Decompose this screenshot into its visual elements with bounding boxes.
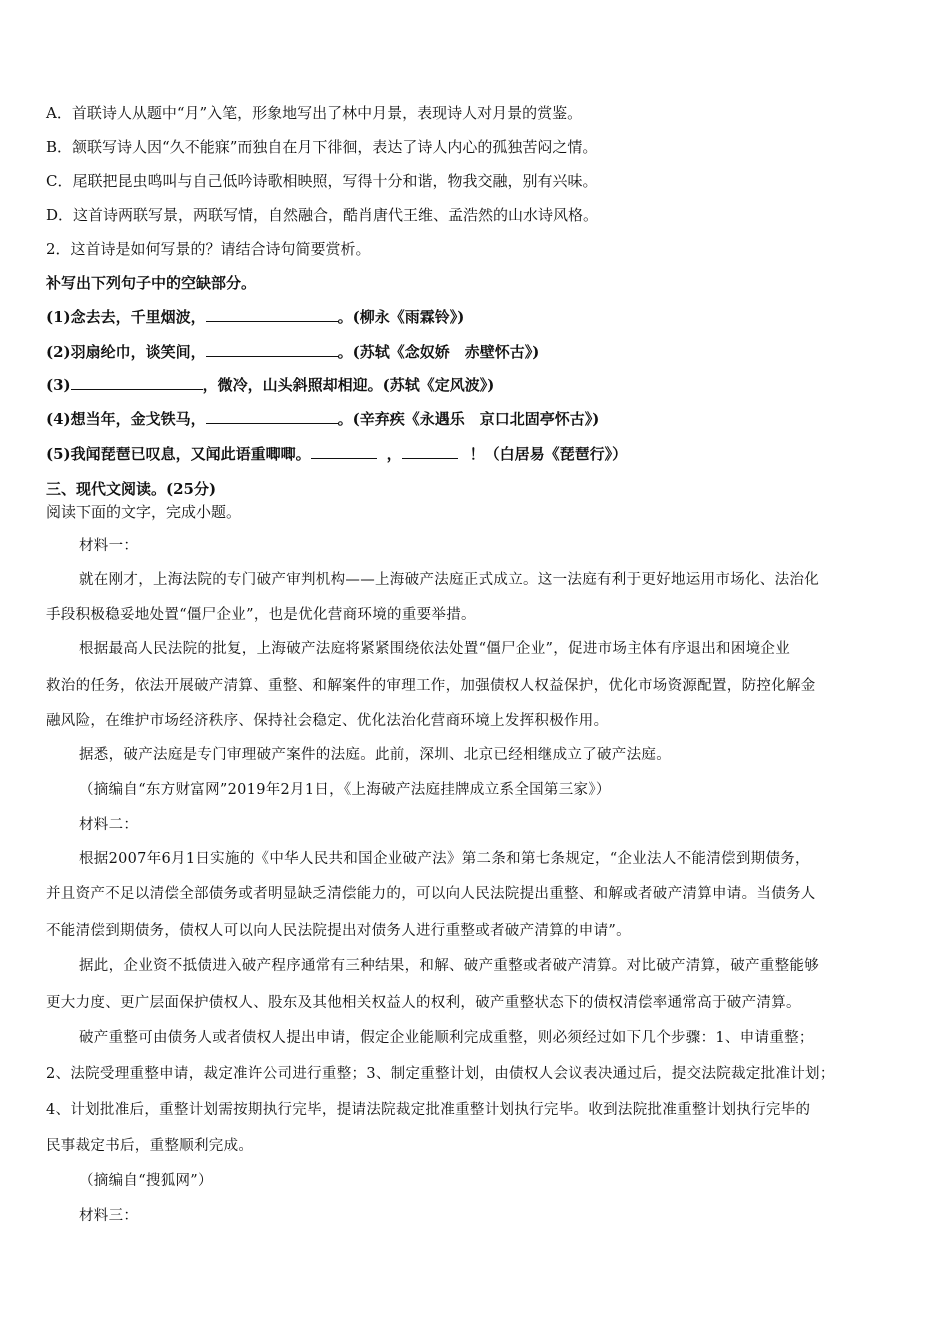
fill-in-item-5: (5)我闻琵琶已叹息，又闻此语重唧唧。 ， ！（白居易《琵琶行》） [46, 445, 628, 463]
option-d: D．这首诗两联写景，两联写情，自然融合，酷肖唐代王维、孟浩然的山水诗风格。 [46, 206, 599, 224]
material-1-line-6: 据悉，破产法庭是专门审理破产案件的法庭。此前，深圳、北京已经相继成立了破产法庭。 [79, 747, 671, 763]
section-3-instruction: 阅读下面的文字，完成小题。 [46, 503, 242, 521]
material-2-line-7: 2、法院受理重整申请，裁定准许公司进行重整；3、制定重整计划，由债权人会议表决通过后，提交法院裁定批准计划； [46, 1066, 835, 1082]
material-1-line-4: 救治的任务，依法开展破产清算、重整、和解案件的审理工作，加强债权人权益保护，优化市场资源配置，防控化解金 [46, 678, 816, 694]
material-1-line-3: 根据最高人民法院的批复，上海破产法庭将紧紧围绕依法处置“僵尸企业”，促进市场主体有序退出和困境企业 [79, 641, 791, 657]
section-3-title: 三、现代文阅读。(25分) [46, 480, 217, 498]
material-2-label: 材料二： [79, 817, 139, 833]
material-1-line-5: 融风险，在维护市场经济秩序、保持社会稳定、优化法治化营商环境上发挥积极作用。 [46, 713, 609, 729]
blank-5a [311, 444, 377, 459]
material-2-line-1: 根据2007年6月1日实施的《中华人民共和国企业破产法》第二条和第七条规定，“企业法人不能清偿到期债务， [79, 851, 810, 867]
material-1-line-2: 手段积极稳妥地处置“僵尸企业”，也是优化营商环境的重要举措。 [46, 607, 476, 623]
blank-2 [206, 342, 338, 357]
fill-in-item-2: (2)羽扇纶巾，谈笑间， 。(苏轼《念奴娇 赤壁怀古》) [46, 343, 540, 361]
option-c: C．尾联把昆虫鸣叫与自己低吟诗歌相映照，写得十分和谐，物我交融，别有兴味。 [46, 172, 598, 190]
material-2-line-9: 民事裁定书后，重整顺利完成。 [46, 1138, 254, 1154]
fill-in-item-3: (3) ，微冷，山头斜照却相迎。(苏轼《定风波》) [46, 376, 495, 394]
question-2: 2．这首诗是如何写景的？请结合诗句简要赏析。 [46, 240, 371, 258]
material-1-label: 材料一： [79, 538, 139, 554]
blank-3 [71, 375, 203, 390]
material-2-line-3: 不能清偿到期债务，债权人可以向人民法院提出对债务人进行重整或者破产清算的申请”。 [46, 923, 631, 939]
blank-5b [402, 444, 458, 459]
blank-1 [206, 307, 338, 322]
material-1-source: （摘编自“东方财富网”2019年2月1日，《上海破产法庭挂牌成立系全国第三家》） [79, 782, 611, 798]
material-2-line-6: 破产重整可由债务人或者债权人提出申请，假定企业能顺利完成重整，则必须经过如下几个步骤：1、申请重整； [79, 1030, 814, 1046]
fill-in-item-1: (1)念去去，千里烟波， 。(柳永《雨霖铃》) [46, 308, 465, 326]
blank-4 [206, 409, 338, 424]
material-2-line-5: 更大力度、更广层面保护债权人、股东及其他相关权益人的权利，破产重整状态下的债权清偿率通常高于破产清算。 [46, 995, 801, 1011]
material-3-label: 材料三： [79, 1208, 139, 1224]
material-2-source: （摘编自“搜狐网”） [79, 1173, 213, 1189]
material-2-line-4: 据此，企业资不抵债进入破产程序通常有三种结果，和解、破产重整或者破产清算。对比破产清算，破产重整能够 [79, 958, 819, 974]
material-1-line-1: 就在刚才，上海法院的专门破产审判机构——上海破产法庭正式成立。这一法庭有利于更好地运用市场化、法治化 [79, 572, 819, 588]
material-2-line-8: 4、计划批准后，重整计划需按期执行完毕，提请法院裁定批准重整计划执行完毕。收到法院批准重整计划执行完毕的 [46, 1102, 811, 1118]
option-a: A．首联诗人从题中“月”入笔，形象地写出了林中月景，表现诗人对月景的赏鉴。 [46, 104, 583, 122]
option-b: B．颔联写诗人因“久不能寐”而独自在月下徘徊，表达了诗人内心的孤独苦闷之情。 [46, 138, 598, 156]
fill-in-item-4: (4)想当年，金戈铁马， 。(辛弃疾《永遇乐 京口北固亭怀古》) [46, 410, 600, 428]
material-2-line-2: 并且资产不足以清偿全部债务或者明显缺乏清偿能力的，可以向人民法院提出重整、和解或者破产清算申请。当债务人 [46, 886, 816, 902]
fill-in-title: 补写出下列句子中的空缺部分。 [46, 274, 257, 292]
